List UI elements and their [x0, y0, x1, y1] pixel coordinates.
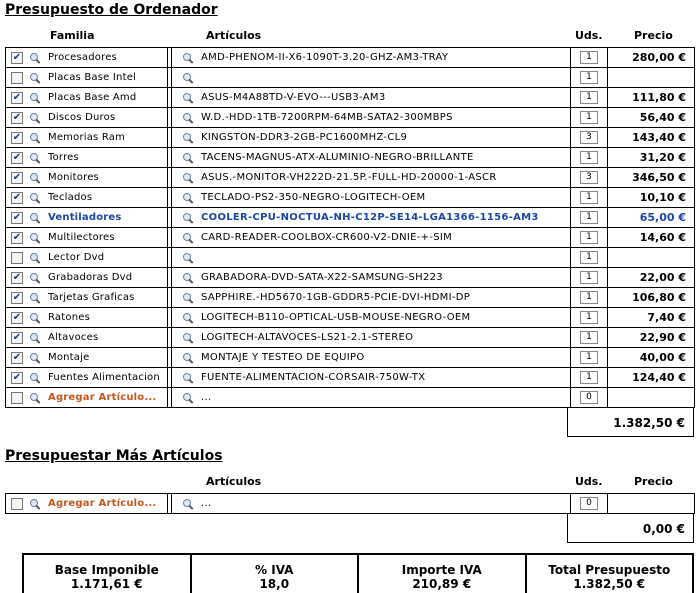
row-checkbox[interactable]: ✔ [12, 231, 22, 243]
table-row [6, 494, 695, 514]
search-icon[interactable] [29, 152, 41, 164]
search-icon[interactable] [29, 332, 41, 344]
quantity-input[interactable]: 1 [580, 191, 598, 204]
search-icon[interactable] [182, 352, 194, 364]
quantity-input[interactable]: 1 [580, 291, 598, 304]
search-icon[interactable] [182, 212, 194, 224]
search-icon[interactable] [182, 392, 194, 404]
row-checkbox[interactable]: ✔ [12, 271, 22, 283]
row-checkbox[interactable]: ✔ [12, 91, 22, 103]
quantity-input[interactable]: 1 [580, 331, 598, 344]
search-icon[interactable] [182, 172, 194, 184]
importe-label: Importe IVA [401, 563, 482, 577]
quantity-input[interactable]: 1 [580, 111, 598, 124]
price-cell: 56,40 € [608, 108, 695, 128]
family-label: Monitores [48, 172, 99, 183]
search-icon[interactable] [29, 272, 41, 284]
search-icon[interactable] [29, 352, 41, 364]
price-cell: 7,40 € [608, 308, 695, 328]
row-checkbox[interactable]: ✔ [12, 371, 22, 383]
price-cell: 14,60 € [608, 228, 695, 248]
family-label: Placas Base Amd [48, 92, 137, 103]
row-checkbox[interactable]: ✔ [12, 351, 22, 363]
search-icon[interactable] [29, 172, 41, 184]
search-icon[interactable] [182, 292, 194, 304]
total-presupuesto [527, 555, 693, 593]
family-label: Altavoces [48, 332, 99, 343]
family-label[interactable]: Agregar Artículo... [48, 498, 157, 509]
quantity-input[interactable]: 1 [580, 91, 598, 104]
search-icon[interactable] [182, 498, 194, 510]
search-icon[interactable] [182, 152, 194, 164]
table-row [6, 268, 695, 288]
search-icon[interactable] [29, 372, 41, 384]
price-cell: 40,00 € [608, 348, 695, 368]
row-checkbox[interactable]: ✔ [12, 151, 22, 163]
table-row [6, 308, 695, 328]
search-icon[interactable] [182, 92, 194, 104]
article-label[interactable]: MONTAJE Y TESTEO DE EQUIPO [201, 352, 365, 363]
search-icon[interactable] [182, 332, 194, 344]
quantity-input[interactable]: 0 [580, 391, 598, 404]
table-row [6, 348, 695, 368]
quantity-input[interactable]: 1 [580, 71, 598, 84]
quantity-input[interactable]: 3 [580, 171, 598, 184]
row-checkbox[interactable] [11, 498, 23, 510]
table-row [6, 48, 695, 68]
table-row [6, 288, 695, 308]
base-value: 1.171,61 € [70, 577, 143, 591]
article-label[interactable]: SAPPHIRE.-HD5670-1GB-GDDR5-PCIE-DVI-HDMI-DP [201, 292, 471, 303]
price-cell: 22,00 € [608, 268, 695, 288]
iva-label: % IVA [255, 563, 294, 577]
article-label[interactable]: TACENS-MAGNUS-ATX-ALUMINIO-NEGRO-BRILLANTE [201, 152, 474, 163]
row-checkbox[interactable] [11, 72, 23, 84]
search-icon[interactable] [29, 292, 41, 304]
iva-value: 18,0 [259, 577, 290, 591]
row-checkbox[interactable]: ✔ [12, 111, 22, 123]
price-cell: 280,00 € [608, 48, 695, 68]
row-checkbox[interactable]: ✔ [12, 311, 22, 323]
family-label: Discos Duros [48, 112, 116, 123]
base-imponible [24, 555, 192, 593]
importe-iva [359, 555, 527, 593]
table-row [6, 108, 695, 128]
family-label: Grabadoras Dvd [48, 272, 133, 283]
base-label: Base Imponible [54, 563, 159, 577]
row-checkbox[interactable]: ✔ [12, 331, 22, 343]
price-cell: 22,90 € [608, 328, 695, 348]
table-row [6, 168, 695, 188]
article-label[interactable]: GRABADORA-DVD-SATA-X22-SAMSUNG-SH223 [201, 272, 443, 283]
row-checkbox[interactable]: ✔ [12, 51, 22, 63]
family-label: Ratones [48, 312, 90, 323]
search-icon[interactable] [29, 252, 41, 264]
article-label[interactable]: LOGITECH-B110-OPTICAL-USB-MOUSE-NEGRO-OEM [201, 312, 471, 323]
search-icon[interactable] [29, 498, 41, 510]
search-icon[interactable] [29, 92, 41, 104]
extra-items-table [5, 493, 695, 514]
family-label: Tarjetas Graficas [48, 292, 135, 303]
search-icon[interactable] [182, 372, 194, 384]
price-cell: 31,20 € [608, 148, 695, 168]
article-label[interactable]: ASUS-M4A88TD-V-EVO---USB3-AM3 [201, 92, 386, 103]
table-row [6, 68, 695, 88]
quantity-input[interactable]: 1 [580, 311, 598, 324]
row-checkbox[interactable]: ✔ [12, 191, 22, 203]
table-row [6, 388, 695, 408]
search-icon[interactable] [29, 392, 41, 404]
price-cell: 111,80 € [608, 88, 695, 108]
familia-header: Familia [50, 29, 95, 42]
page-title: Presupuesto de Ordenador [5, 2, 218, 18]
table-row [6, 88, 695, 108]
quantity-input[interactable]: 1 [580, 151, 598, 164]
quantity-input[interactable]: 3 [580, 131, 598, 144]
price-cell [608, 494, 695, 514]
family-label: Teclados [48, 192, 93, 203]
article-label[interactable]: W.D.-HDD-1TB-7200RPM-64MB-SATA2-300MBPS [201, 112, 453, 123]
family-label: Memorias Ram [48, 132, 126, 143]
family-label: Fuentes Alimentacion [48, 372, 160, 383]
search-icon[interactable] [182, 272, 194, 284]
articulos-header: Artículos [206, 29, 262, 42]
extra-total-value: 0,00 € [567, 513, 694, 543]
budget-table [5, 47, 695, 408]
search-icon[interactable] [182, 52, 194, 64]
quantity-input[interactable]: 1 [580, 51, 598, 64]
article-label[interactable]: AMD-PHENOM-II-X6-1090T-3.20-GHZ-AM3-TRAY [201, 52, 449, 63]
section2-title: Presupuestar Más Artículos [5, 448, 223, 464]
quantity-input[interactable]: 1 [580, 271, 598, 284]
article-label[interactable]: FUENTE-ALIMENTACION-CORSAIR-750W-TX [201, 372, 426, 383]
price-cell: 65,00 € [608, 208, 695, 228]
price-cell: 10,10 € [608, 188, 695, 208]
quantity-input[interactable]: 0 [580, 497, 598, 510]
precio-header-2: Precio [634, 475, 673, 488]
family-label: Procesadores [48, 52, 117, 63]
table-row [6, 148, 695, 168]
search-icon[interactable] [29, 132, 41, 144]
table-row [6, 128, 695, 148]
row-checkbox[interactable]: ✔ [12, 211, 22, 223]
row-checkbox[interactable]: ✔ [12, 131, 22, 143]
table-row [6, 188, 695, 208]
iva-percent [192, 555, 360, 593]
article-label[interactable]: TECLADO-PS2-350-NEGRO-LOGITECH-OEM [201, 192, 426, 203]
search-icon[interactable] [182, 192, 194, 204]
price-cell [608, 68, 695, 88]
articulos-header-2: Artículos [206, 475, 262, 488]
search-icon[interactable] [182, 72, 194, 84]
article-label[interactable]: LOGITECH-ALTAVOCES-LS21-2.1-STEREO [201, 332, 414, 343]
price-cell: 143,40 € [608, 128, 695, 148]
table-row [6, 328, 695, 348]
summary-bar [22, 553, 694, 593]
importe-value: 210,89 € [412, 577, 472, 591]
family-label: Montaje [48, 352, 90, 363]
quantity-input[interactable]: 1 [580, 231, 598, 244]
search-icon[interactable] [29, 72, 41, 84]
total-label: Total Presupuesto [548, 563, 671, 577]
search-icon[interactable] [182, 112, 194, 124]
article-label[interactable]: ... [201, 498, 212, 509]
row-checkbox[interactable]: ✔ [12, 291, 22, 303]
search-icon[interactable] [182, 132, 194, 144]
family-label: Placas Base Intel [48, 72, 137, 83]
quantity-input[interactable]: 1 [580, 251, 598, 264]
search-icon[interactable] [29, 312, 41, 324]
article-label[interactable]: COOLER-CPU-NOCTUA-NH-C12P-SE14-LGA1366-1156-AM3 [201, 212, 539, 223]
row-checkbox[interactable] [11, 252, 23, 264]
search-icon[interactable] [29, 212, 41, 224]
row-checkbox[interactable]: ✔ [12, 171, 22, 183]
article-label[interactable]: KINGSTON-DDR3-2GB-PC1600MHZ-CL9 [201, 132, 408, 143]
precio-header: Precio [634, 29, 673, 42]
article-label[interactable]: ... [201, 392, 212, 403]
quantity-input[interactable]: 1 [580, 211, 598, 224]
family-label: Lector Dvd [48, 252, 105, 263]
quantity-input[interactable]: 1 [580, 371, 598, 384]
article-label[interactable]: CARD-READER-COOLBOX-CR600-V2-DNIE-+-SIM [201, 232, 453, 243]
subtotal-value: 1.382,50 € [567, 407, 694, 437]
table-row [6, 368, 695, 388]
uds-header-2: Uds. [575, 475, 603, 488]
price-cell [608, 248, 695, 268]
search-icon[interactable] [182, 252, 194, 264]
search-icon[interactable] [182, 312, 194, 324]
price-cell: 124,40 € [608, 368, 695, 388]
row-checkbox[interactable] [11, 392, 23, 404]
search-icon[interactable] [182, 232, 194, 244]
search-icon[interactable] [29, 232, 41, 244]
table-row [6, 228, 695, 248]
search-icon[interactable] [29, 112, 41, 124]
price-cell: 106,80 € [608, 288, 695, 308]
quantity-input[interactable]: 1 [580, 351, 598, 364]
family-label: Ventiladores [48, 212, 122, 223]
table-row [6, 248, 695, 268]
price-cell [608, 388, 695, 408]
family-label: Multilectores [48, 232, 115, 243]
search-icon[interactable] [29, 52, 41, 64]
total-value: 1.382,50 € [573, 577, 646, 591]
search-icon[interactable] [29, 192, 41, 204]
price-cell: 346,50 € [608, 168, 695, 188]
family-label[interactable]: Agregar Artículo... [48, 392, 157, 403]
table-row [6, 208, 695, 228]
uds-header: Uds. [575, 29, 603, 42]
article-label[interactable]: ASUS.-MONITOR-VH222D-21.5P.-FULL-HD-20000-1-ASCR [201, 172, 497, 183]
family-label: Torres [48, 152, 79, 163]
